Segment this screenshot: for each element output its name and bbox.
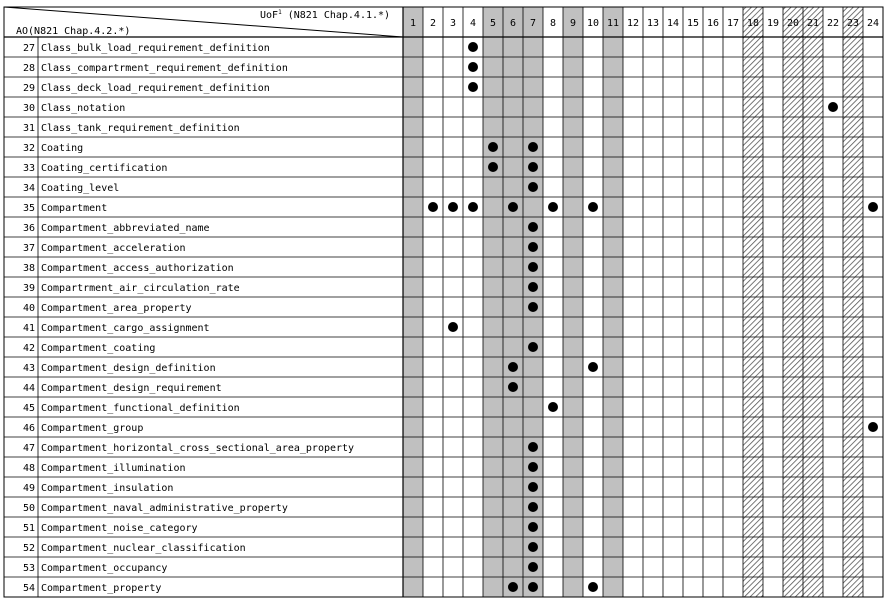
row-name: Class_notation — [41, 103, 126, 114]
table-row — [23, 142, 538, 154]
table-row — [23, 502, 538, 514]
row-name: Compartment_design_requirement — [41, 383, 222, 394]
mark-dot — [828, 102, 838, 112]
column-20-shade — [783, 7, 803, 597]
row-number: 40 — [22, 303, 35, 314]
row-name: Compartment_noise_category — [41, 523, 198, 534]
row-number: 38 — [22, 263, 35, 274]
mark-dot — [528, 282, 538, 292]
column-header: 1 — [409, 18, 417, 29]
table-row — [23, 522, 538, 534]
column-header: 15 — [686, 18, 700, 29]
column-header: 12 — [626, 18, 640, 29]
row-number: 50 — [22, 503, 35, 514]
row-name: Compartment_insulation — [41, 483, 174, 494]
row-number: 36 — [22, 223, 35, 234]
mark-dot — [508, 382, 518, 392]
row-number: 52 — [22, 543, 35, 554]
mark-dot — [868, 422, 878, 432]
table-row — [23, 182, 538, 194]
row-name: Compartment_area_property — [41, 303, 192, 314]
column-headers — [410, 18, 879, 29]
row-number: 46 — [22, 423, 35, 434]
mark-dot — [588, 202, 598, 212]
row-name: Class_compartrment_requirement_definition — [41, 63, 288, 74]
mark-dot — [468, 62, 478, 72]
mark-dot — [588, 362, 598, 372]
column-header: 22 — [826, 18, 840, 29]
row-name: Compartment_property — [41, 583, 162, 594]
mark-dot — [508, 362, 518, 372]
row-name: Coating_certification — [41, 163, 168, 174]
mark-dot — [528, 242, 538, 252]
row-name: Class_bulk_load_requirement_definition — [41, 43, 270, 54]
column-21-shade — [803, 7, 823, 597]
row-name: Coating_level — [41, 183, 120, 194]
row-number: 27 — [22, 43, 35, 54]
table-row — [23, 402, 558, 414]
row-name: Compartment — [41, 203, 108, 214]
row-name: Coating — [41, 143, 84, 154]
row-number: 35 — [22, 203, 35, 214]
column-9-shade — [563, 7, 583, 597]
row-name: Compartment_coating — [41, 343, 156, 354]
row-name: Compartment_design_definition — [41, 363, 216, 374]
uof-header-label: UoF$^1$ (N821 Chap.4.1.*) — [260, 9, 391, 21]
column-header: 23 — [846, 18, 860, 29]
row-number: 53 — [22, 563, 35, 574]
row-name: Compartment_illumination — [41, 463, 186, 474]
mark-dot — [528, 342, 538, 352]
mark-dot — [868, 202, 878, 212]
row-number: 32 — [22, 143, 35, 154]
table-row — [23, 123, 240, 134]
row-name: Compartment_functional_definition — [41, 403, 240, 414]
row-number: 45 — [22, 403, 35, 414]
table-row — [23, 282, 538, 294]
mark-dot — [548, 202, 558, 212]
column-header: 10 — [586, 18, 600, 29]
row-number: 42 — [22, 343, 35, 354]
column-header: 11 — [606, 18, 620, 29]
column-shading-layer — [403, 7, 863, 597]
mark-dot — [428, 202, 438, 212]
mark-dot — [528, 462, 538, 472]
row-number: 43 — [22, 363, 35, 374]
column-header: 6 — [509, 18, 517, 29]
column-header: 17 — [726, 18, 740, 29]
row-name: Compartment_horizontal_cross_sectional_area_property — [41, 443, 355, 454]
mark-dot — [528, 162, 538, 172]
mark-dot — [528, 502, 538, 512]
table-row — [23, 102, 838, 114]
row-name: Compartment_group — [41, 423, 144, 434]
mark-dot — [528, 142, 538, 152]
mark-dot — [528, 442, 538, 452]
column-header: 20 — [786, 18, 800, 29]
table-row — [23, 342, 538, 354]
mark-dot — [448, 202, 458, 212]
column-header: 18 — [746, 18, 760, 29]
column-18-shade — [743, 7, 763, 597]
column-header: 21 — [806, 18, 820, 29]
table-header — [4, 7, 403, 37]
row-name: Compartment_access_authorization — [41, 263, 234, 274]
row-name: Compartment_abbreviated_name — [41, 223, 210, 234]
mark-dot — [528, 482, 538, 492]
table-row — [23, 482, 538, 494]
row-name: Compartment_acceleration — [41, 243, 186, 254]
row-name: Class_tank_requirement_definition — [41, 123, 240, 134]
row-number: 54 — [22, 583, 35, 594]
row-number: 28 — [22, 63, 35, 74]
row-number: 47 — [22, 443, 35, 454]
mark-dot — [468, 202, 478, 212]
column-header: 7 — [529, 18, 537, 29]
table-row — [23, 542, 538, 554]
row-number: 33 — [22, 163, 35, 174]
column-header: 16 — [706, 18, 720, 29]
column-header: 9 — [569, 18, 577, 29]
row-number: 29 — [22, 83, 35, 94]
table-row — [23, 302, 538, 314]
mark-dot — [528, 222, 538, 232]
mark-dot — [528, 522, 538, 532]
column-header: 2 — [429, 18, 437, 29]
row-number: 31 — [22, 123, 35, 134]
row-number: 34 — [22, 183, 35, 194]
mark-dot — [448, 322, 458, 332]
table-row — [23, 382, 518, 394]
ao-header-label: AO(N821 Chap.4.2.*) — [16, 26, 131, 37]
mark-dot — [528, 302, 538, 312]
row-number: 37 — [22, 243, 35, 254]
mark-dot — [468, 82, 478, 92]
column-header: 19 — [766, 18, 780, 29]
table-row — [23, 462, 538, 474]
table-row — [23, 562, 538, 574]
mark-dot — [588, 582, 598, 592]
column-header: 3 — [449, 18, 457, 29]
row-name: Compartment_occupancy — [41, 563, 168, 574]
row-name: Compartment_cargo_assignment — [41, 323, 210, 334]
column-6-shade — [503, 7, 523, 597]
column-23-shade — [843, 7, 863, 597]
row-name: Compartrment_air_circulation_rate — [41, 283, 240, 294]
column-header: 24 — [866, 18, 880, 29]
table-row — [23, 262, 538, 274]
mark-dot — [528, 262, 538, 272]
row-number: 30 — [22, 103, 35, 114]
mark-dot — [468, 42, 478, 52]
mark-dot — [528, 582, 538, 592]
row-name: Compartment_nuclear_classification — [41, 543, 246, 554]
column-1-shade — [403, 7, 423, 597]
table-row — [23, 442, 538, 454]
column-header: 13 — [646, 18, 660, 29]
table-row — [23, 242, 538, 254]
mark-dot — [548, 402, 558, 412]
column-header: 14 — [666, 18, 680, 29]
row-number: 51 — [22, 523, 35, 534]
column-11-shade — [603, 7, 623, 597]
column-header: 5 — [489, 18, 497, 29]
mark-dot — [508, 582, 518, 592]
table-row — [23, 322, 458, 334]
column-5-shade — [483, 7, 503, 597]
row-number: 39 — [22, 283, 35, 294]
row-number: 49 — [22, 483, 35, 494]
row-number: 48 — [22, 463, 35, 474]
row-name: Compartment_naval_administrative_property — [41, 503, 288, 514]
mark-dot — [508, 202, 518, 212]
mark-dot — [528, 562, 538, 572]
column-header: 4 — [469, 18, 477, 29]
mark-dot — [528, 542, 538, 552]
mark-dot — [528, 182, 538, 192]
table-row — [23, 222, 538, 234]
row-number: 41 — [22, 323, 35, 334]
mark-dot — [488, 142, 498, 152]
column-header: 8 — [549, 18, 557, 29]
mark-dot — [488, 162, 498, 172]
row-number: 44 — [22, 383, 35, 394]
row-name: Class_deck_load_requirement_definition — [41, 83, 270, 94]
table-row — [23, 162, 538, 174]
